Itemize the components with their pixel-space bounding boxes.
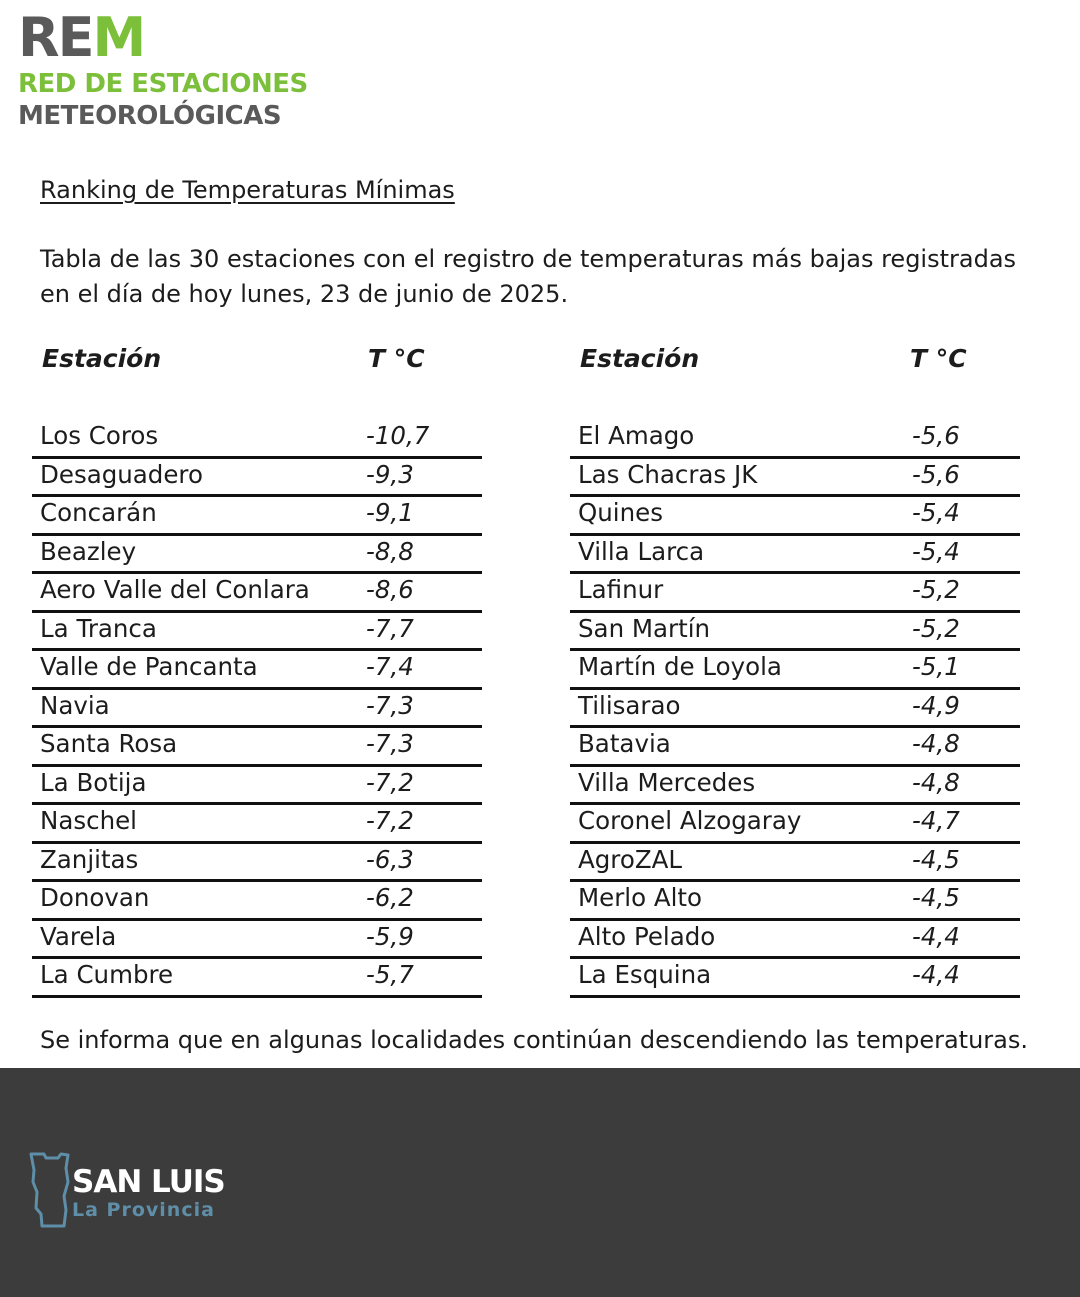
table-row — [570, 844, 1020, 883]
temperature-value: -4,5 — [912, 844, 960, 874]
temperature-value: -4,4 — [912, 921, 960, 951]
temperature-value: -6,3 — [366, 844, 414, 874]
temperature-value: -5,9 — [366, 921, 414, 951]
temperature-value: -5,2 — [912, 613, 960, 643]
ranking-table-right — [570, 344, 1020, 998]
station-name: Merlo Alto — [578, 883, 703, 912]
temperature-value: -4,8 — [912, 767, 960, 797]
rem-logo-wordmark — [18, 6, 308, 69]
station-name: La Tranca — [40, 613, 157, 643]
header-station: Estación — [42, 344, 162, 373]
temperature-value: -8,6 — [366, 575, 414, 604]
table-header — [570, 344, 1020, 420]
table-row — [32, 420, 482, 459]
table-row — [32, 574, 482, 613]
temperature-value: -8,8 — [366, 536, 414, 566]
header-station: Estación — [580, 344, 700, 373]
station-name: Zanjitas — [40, 844, 139, 874]
temperature-value: -4,9 — [912, 690, 960, 720]
rem-logo-suffix: M — [92, 6, 145, 69]
temperature-value: -5,2 — [912, 575, 960, 604]
table-row — [32, 728, 482, 767]
station-name: Beazley — [40, 536, 137, 566]
temperature-value: -5,6 — [912, 459, 960, 489]
table-row — [570, 690, 1020, 729]
station-name: El Amago — [578, 421, 695, 450]
temperature-value: -7,2 — [366, 767, 414, 797]
temperature-value: -5,4 — [912, 498, 960, 527]
station-name: Santa Rosa — [40, 729, 178, 758]
table-row — [570, 420, 1020, 459]
station-name: Alto Pelado — [578, 921, 716, 951]
station-name: Martín de Loyola — [578, 652, 782, 681]
temperature-value: -4,8 — [912, 729, 960, 758]
station-name: AgroZAL — [578, 844, 683, 874]
rem-logo-line2: METEOROLÓGICAS — [18, 101, 282, 131]
temperature-value: -5,7 — [366, 960, 414, 989]
table-row — [32, 690, 482, 729]
temperature-value: -4,5 — [912, 883, 960, 912]
rem-logo-prefix: RE — [18, 6, 93, 69]
intro-paragraph: Tabla de las 30 estaciones con el registro de temperaturas más bajas registradas en el día de hoy lunes, 23 de junio de 2025. — [40, 245, 1017, 308]
station-name: Desaguadero — [40, 459, 203, 489]
temperature-value: -9,1 — [366, 498, 414, 527]
temperature-value: -4,4 — [912, 960, 960, 989]
table-row — [32, 959, 482, 998]
station-name: Aero Valle del Conlara — [40, 575, 310, 604]
ranking-table-left — [32, 344, 482, 998]
station-name: La Cumbre — [40, 960, 174, 989]
table-row — [570, 651, 1020, 690]
station-name: Naschel — [40, 806, 137, 835]
station-name: Villa Mercedes — [578, 767, 756, 797]
station-name: La Esquina — [578, 960, 712, 989]
table-row — [570, 613, 1020, 652]
footer-brand: SAN LUIS — [72, 1164, 225, 1200]
temperature-value: -7,4 — [366, 652, 414, 681]
san-luis-map-icon — [28, 1152, 70, 1228]
station-name: Concarán — [40, 498, 157, 527]
temperature-value: -7,7 — [366, 613, 414, 643]
station-name: Donovan — [40, 883, 150, 912]
header-temp: T °C — [910, 344, 967, 373]
station-name: Navia — [40, 690, 110, 720]
table-row — [570, 805, 1020, 844]
rem-logo — [18, 6, 308, 132]
table-row — [32, 651, 482, 690]
temperature-value: -9,3 — [366, 459, 414, 489]
page-title: Ranking de Temperaturas Mínimas — [40, 176, 455, 204]
table-body-left — [32, 420, 482, 998]
temperature-value: -5,4 — [912, 536, 960, 566]
table-row — [32, 921, 482, 960]
table-row — [32, 844, 482, 883]
temperature-value: -4,7 — [912, 806, 960, 835]
temperature-value: -7,3 — [366, 690, 414, 720]
footnote: Se informa que en algunas localidades continúan descendiendo las temperaturas. — [40, 1026, 1028, 1054]
station-name: Coronel Alzogaray — [578, 806, 802, 835]
table-row — [32, 497, 482, 536]
footer-subtitle: La Provincia — [72, 1199, 215, 1221]
station-name: Las Chacras JK — [578, 459, 758, 489]
table-header — [32, 344, 482, 420]
table-row — [570, 536, 1020, 575]
temperature-value: -10,7 — [366, 421, 430, 450]
table-row — [570, 459, 1020, 498]
table-row — [32, 613, 482, 652]
table-row — [570, 882, 1020, 921]
station-name: Tilisarao — [578, 690, 681, 720]
temperature-value: -6,2 — [366, 883, 414, 912]
table-row — [32, 536, 482, 575]
station-name: Quines — [578, 498, 663, 527]
station-name: Villa Larca — [578, 536, 705, 566]
table-row — [570, 728, 1020, 767]
table-row — [32, 767, 482, 806]
temperature-value: -7,3 — [366, 729, 414, 758]
rem-logo-line1: RED DE ESTACIONES — [18, 69, 308, 99]
table-row — [32, 805, 482, 844]
table-row — [570, 767, 1020, 806]
table-row — [570, 497, 1020, 536]
station-name: Lafinur — [578, 575, 664, 604]
table-row — [570, 921, 1020, 960]
footer — [0, 1068, 1080, 1297]
header-temp: T °C — [368, 344, 425, 373]
table-row — [570, 574, 1020, 613]
station-name: Varela — [40, 921, 117, 951]
station-name: San Martín — [578, 613, 711, 643]
station-name: Batavia — [578, 729, 671, 758]
temperature-value: -5,6 — [912, 421, 960, 450]
temperature-value: -5,1 — [912, 652, 960, 681]
station-name: La Botija — [40, 767, 147, 797]
table-row — [32, 882, 482, 921]
table-row — [570, 959, 1020, 998]
table-row — [32, 459, 482, 498]
table-body-right — [570, 420, 1020, 998]
temperature-value: -7,2 — [366, 806, 414, 835]
station-name: Los Coros — [40, 421, 159, 450]
station-name: Valle de Pancanta — [40, 652, 258, 681]
